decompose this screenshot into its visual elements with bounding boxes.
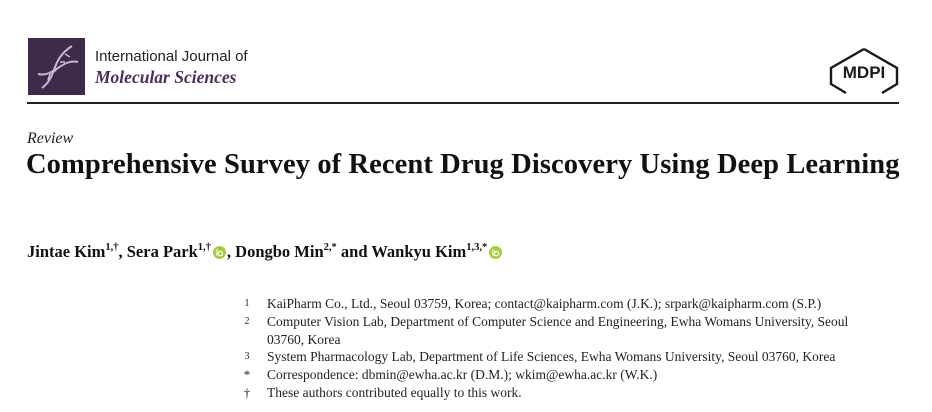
author-name: Wankyu Kim xyxy=(371,242,467,261)
affiliation-item xyxy=(240,348,880,366)
journal-logo xyxy=(28,38,85,95)
affiliation-text: Correspondence: dbmin@ewha.ac.kr (D.M.); wkim@ewha.ac.kr (W.K.) xyxy=(267,367,658,382)
affiliation-item xyxy=(240,313,880,348)
author-separator: and xyxy=(336,242,372,261)
author-name: Jintae Kim xyxy=(27,242,106,261)
author-affiliation-marks: 1,3,* xyxy=(466,241,488,253)
author-name: Dongbo Min xyxy=(235,242,324,261)
author-separator: , xyxy=(226,242,236,261)
author-name: Sera Park xyxy=(126,242,198,261)
affiliation-mark: * xyxy=(243,367,251,382)
affiliation-item xyxy=(240,295,880,313)
author-affiliation-marks: 1,† xyxy=(105,241,119,253)
author-list xyxy=(27,242,503,264)
affiliation-text: System Pharmacology Lab, Department of Life Sciences, Ewha Womans University, Seoul 03760, Korea xyxy=(267,349,836,364)
affiliation-mark: 2 xyxy=(244,316,250,327)
dna-helix-icon xyxy=(28,38,85,95)
affiliation-mark: 3 xyxy=(244,351,250,362)
affiliation-text: KaiPharm Co., Ltd., Seoul 03759, Korea; contact@kaipharm.com (J.K.); srpark@kaipharm.com (S.P.) xyxy=(267,296,822,311)
journal-name xyxy=(95,48,248,89)
affiliation-mark: † xyxy=(243,385,251,400)
affiliation-text: These authors contributed equally to this work. xyxy=(267,385,522,400)
article-type: Review xyxy=(27,130,74,147)
author-separator: , xyxy=(118,242,127,261)
journal-name-line1: International Journal of xyxy=(95,48,248,65)
mdpi-logo-text: MDPI xyxy=(842,63,886,82)
author-affiliation-marks: 2,* xyxy=(323,241,337,253)
article-title: Comprehensive Survey of Recent Drug Discovery Using Deep Learning xyxy=(26,149,900,180)
affiliation-item xyxy=(240,384,880,402)
affiliation-item xyxy=(240,366,880,384)
affiliation-text: Computer Vision Lab, Department of Computer Science and Engineering, Ewha Womans University, Seoul 03760, Korea xyxy=(267,314,849,347)
header-divider xyxy=(27,102,899,104)
orcid-icon[interactable] xyxy=(213,244,226,264)
author-affiliation-marks: 1,† xyxy=(197,241,211,253)
journal-name-line2: Molecular Sciences xyxy=(95,66,237,87)
mdpi-logo xyxy=(826,46,902,101)
affiliation-mark: 1 xyxy=(244,298,250,309)
orcid-icon[interactable] xyxy=(489,244,502,264)
